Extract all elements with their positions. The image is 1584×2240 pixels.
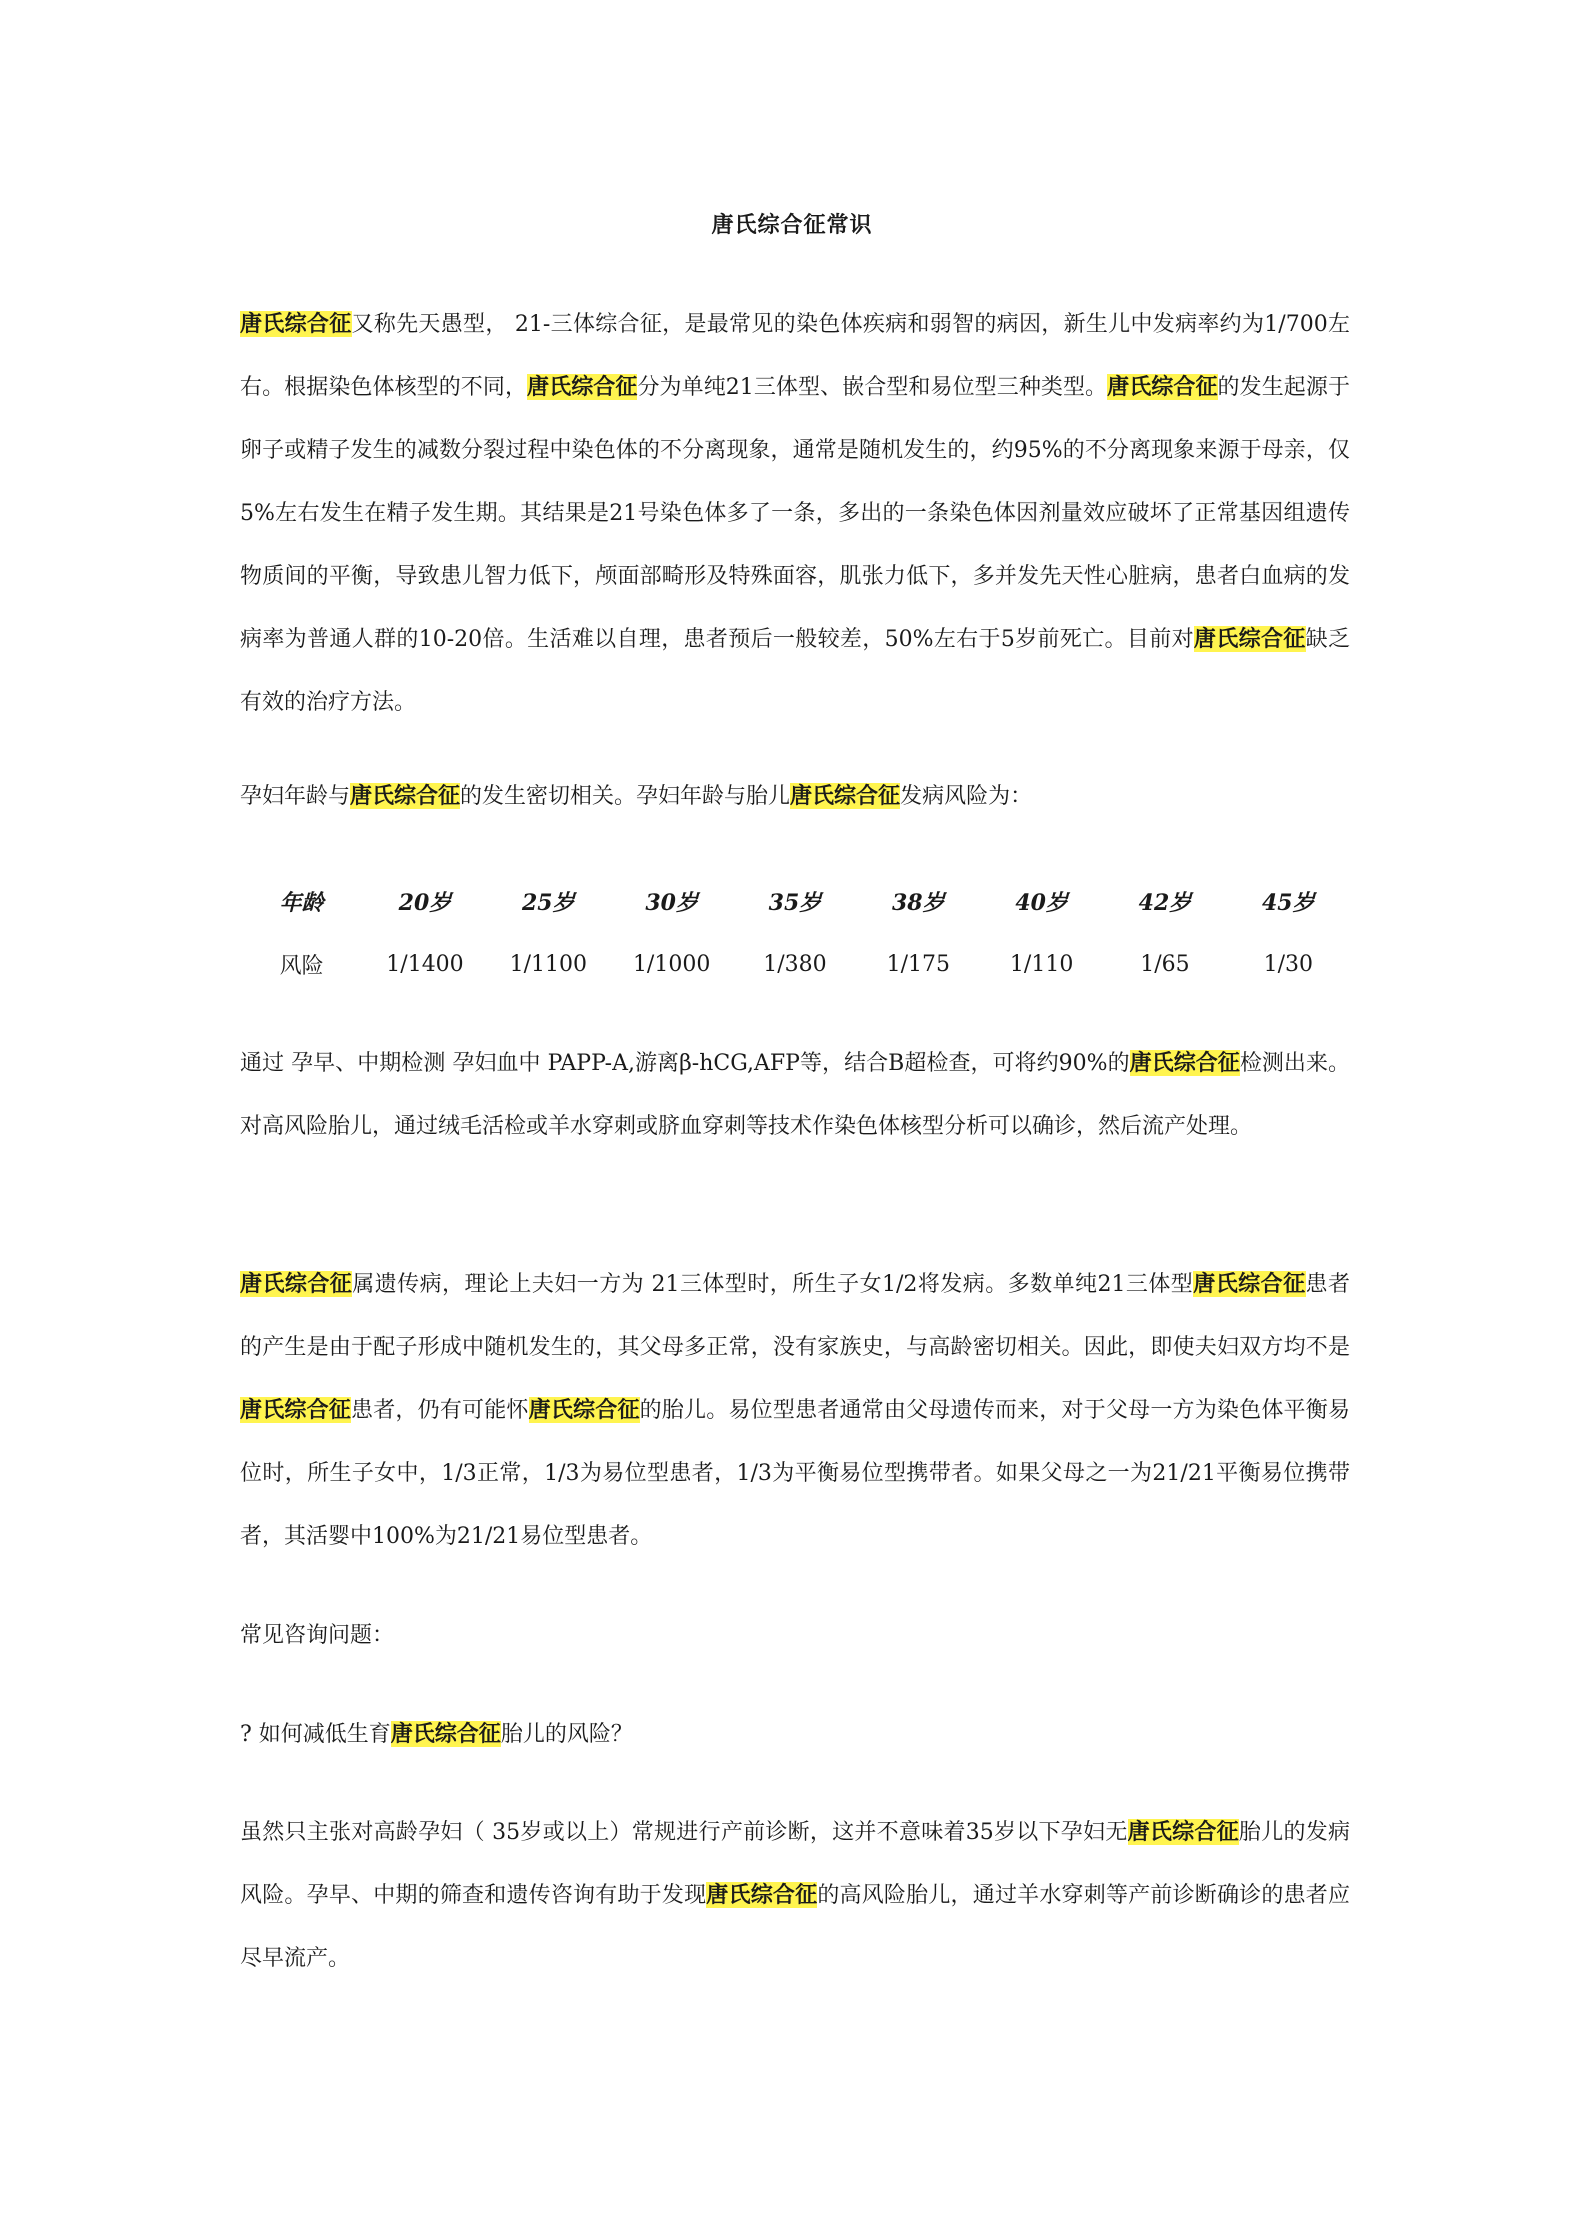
faq-heading: 常见咨询问题：: [240, 1623, 395, 1648]
paragraph-text: 通过 孕早、中期检测 孕妇血中 PAPP-A,游离β-hCG,AFP等，结合B超检查，可将约90%的: [240, 1051, 1130, 1076]
keyword-highlight: 唐氏综合征: [1107, 374, 1218, 400]
table-cell: 1/1100: [509, 952, 588, 977]
table-cell: 1/1000: [632, 952, 711, 977]
age-risk-table: [240, 870, 1350, 996]
paragraph-text: 又称先天愚型， 21-三体综合征，是最常见的染色体疾病和弱智的病因，新生儿中发病率约为1/700左右。根据染色体核型的不同，: [240, 312, 1350, 400]
document-title: 唐氏综合征常识: [711, 212, 873, 238]
keyword-highlight: 唐氏综合征: [790, 783, 901, 809]
table-header-cell: 25岁: [522, 890, 575, 916]
paragraph-text: 的发生密切相关。孕妇年龄与胎儿: [460, 784, 791, 809]
table-row: [240, 933, 1350, 996]
table-cell: 风险: [279, 954, 324, 979]
paragraph-text: 虽然只主张对高龄孕妇（ 35岁或以上）常规进行产前诊断，这并不意味着35岁以下孕妇无: [240, 1820, 1128, 1845]
keyword-highlight: 唐氏综合征: [240, 1271, 353, 1297]
paragraph-heredity: [240, 1253, 1350, 1568]
table-header-cell: 30岁: [645, 890, 698, 916]
faq-question: [240, 1703, 1350, 1766]
paragraph-age-risk-intro: [240, 765, 1350, 828]
paragraph-text: 属遗传病，理论上夫妇一方为 21三体型时，所生子女1/2将发病。多数单纯21三体型: [352, 1272, 1194, 1297]
keyword-highlight: 唐氏综合征: [1127, 1819, 1239, 1845]
table-header-cell: 45岁: [1262, 890, 1315, 916]
paragraph-text: ? 如何减低生育: [240, 1722, 391, 1747]
keyword-highlight: 唐氏综合征: [1193, 1271, 1306, 1297]
paragraph-text: 的发生起源于卵子或精子发生的减数分裂过程中染色体的不分离现象，通常是随机发生的，约95%的不分离现象来源于母亲，仅5%左右发生在精子发生期。其结果是21号染色体多了一条，多出的一条染色体因剂量效应破坏了正常基因组遗传物质间的平衡，导致患儿智力低下，颅面部畸形及特殊面容，肌张力低下，多并发先天性心脏病，患者白血病的发病率为普通人群的10-20倍。生活难以自理，患者预后一般较差，50%左右于5岁前死亡。目前对: [240, 375, 1350, 652]
keyword-highlight: 唐氏综合征: [1129, 1050, 1240, 1076]
paragraph-screening: [240, 1032, 1350, 1158]
paragraph-text: 的胎儿。易位型患者通常由父母遗传而来，对于父母一方为染色体平衡易位时，所生子女中，1/3正常，1/3为易位型患者，1/3为平衡易位型携带者。如果父母之一为21/21平衡易位携带者，其活婴中100%为21/21易位型患者。: [240, 1398, 1350, 1549]
keyword-highlight: 唐氏综合征: [390, 1721, 501, 1747]
paragraph-text: 孕妇年龄与: [240, 784, 351, 809]
paragraph-text: 发病风险为：: [900, 784, 1033, 809]
paragraph-text: 患者的产生是由于配子形成中随机发生的，其父母多正常，没有家族史，与高龄密切相关。因此，即使夫妇双方均不是: [240, 1272, 1350, 1360]
paragraph-text: 缺乏有效的治疗方法。: [240, 627, 1350, 715]
keyword-highlight: 唐氏综合征: [528, 1397, 640, 1423]
keyword-highlight: 唐氏综合征: [706, 1882, 818, 1908]
table-cell: 1/30: [1263, 952, 1314, 977]
paragraph-text: 胎儿的发病风险。孕早、中期的筛查和遗传咨询有助于发现: [240, 1820, 1350, 1908]
paragraph-text: 患者，仍有可能怀: [351, 1398, 529, 1423]
faq-answer: [240, 1801, 1350, 1990]
table-header-cell: 20岁: [398, 890, 452, 916]
paragraph-text: 检测出来。对高风险胎儿，通过绒毛活检或羊水穿刺或脐血穿刺等技术作染色体核型分析可以确诊，然后流产处理。: [240, 1051, 1350, 1139]
keyword-highlight: 唐氏综合征: [527, 374, 638, 400]
keyword-highlight: 唐氏综合征: [240, 311, 352, 337]
table-header-cell: 年龄: [279, 890, 324, 916]
table-header-cell: 42岁: [1138, 890, 1192, 916]
paragraph-text: 分为单纯21三体型、嵌合型和易位型三种类型。: [637, 375, 1108, 400]
table-header-cell: 40岁: [1015, 890, 1068, 916]
table-cell: 1/175: [886, 952, 950, 977]
table-cell: 1/380: [763, 952, 827, 977]
paragraph-text: 胎儿的风险？: [500, 1722, 633, 1747]
keyword-highlight: 唐氏综合征: [240, 1397, 352, 1423]
table-header-row: [240, 870, 1350, 933]
table-cell: 1/1400: [386, 952, 464, 977]
table-header-cell: 38岁: [891, 890, 945, 916]
table-header-cell: 35岁: [768, 890, 822, 916]
table-cell: 1/110: [1009, 952, 1074, 977]
keyword-highlight: 唐氏综合征: [1193, 626, 1306, 652]
keyword-highlight: 唐氏综合征: [350, 783, 461, 809]
paragraph-text: 的高风险胎儿，通过羊水穿刺等产前诊断确诊的患者应尽早流产。: [240, 1883, 1350, 1971]
table-cell: 1/65: [1140, 952, 1190, 977]
paragraph-definition: [240, 293, 1350, 734]
